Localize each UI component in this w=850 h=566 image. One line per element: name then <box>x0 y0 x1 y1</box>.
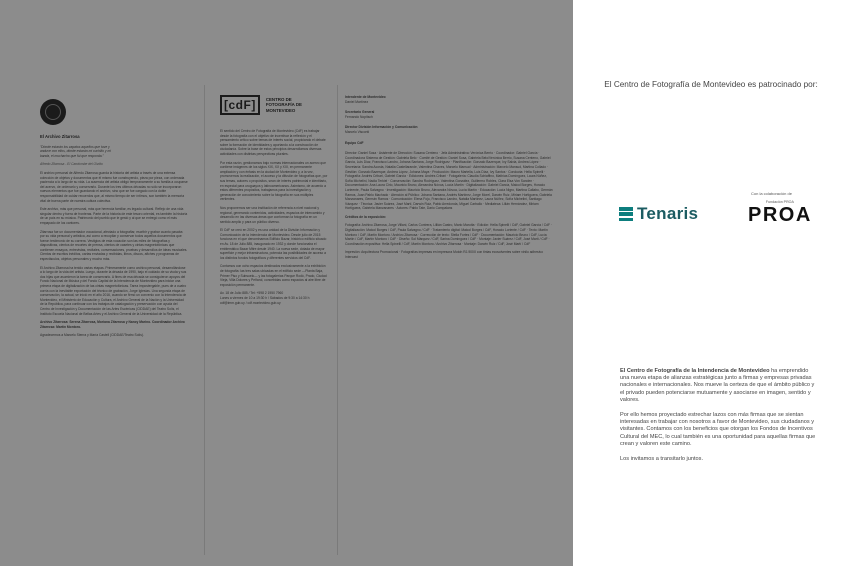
acknowledgement: Agradecemos a Marcelo Sienra y María Castell (CIDDAE/Teatro Solís). <box>40 333 144 338</box>
cdf-logo-box: [cdF] <box>220 95 260 115</box>
column-archivo <box>40 95 188 342</box>
staff-block <box>345 95 555 104</box>
right-panel <box>573 0 850 566</box>
role: Secretario General <box>345 110 375 115</box>
proa-wordmark: PROA <box>748 204 812 226</box>
archivo-seal-icon <box>40 99 66 125</box>
tenaris-icon <box>619 207 633 221</box>
staff-block <box>345 110 555 119</box>
quote-source: Alfredo Zitarrosa - El Candombe del Olvido <box>40 162 103 167</box>
credits: Archivo Zitarrosa: Serena Zitarrosa, Moriana Zitarrosa y Nancy Marino. Coordinador Archivo Zitarrosa: Martín Montoro. <box>40 320 185 329</box>
collaboration-label: Con la colaboración de <box>751 191 792 196</box>
person: Marcelo Visconti <box>345 129 370 134</box>
archivo-heading: El Archivo Zitarrosa <box>40 134 80 139</box>
paragraph: Por esta razón, gestionamos bajo normas internacionales un acervo que contiene imágenes de los siglos XIX, XX y XXI, en permanente ampliación y con énfasis en la ciudad de Montevideo y, a la vez, promovemos la realización, el acceso y la difusión de fotografías que, por sus temas, autores o propósitos, sean de interés patrimonial e identitario, en especial para uruguayos y latinoamericanos. Asimismo, de acuerdo a estos diferentes propósitos, trabajamos para la investigación y generación de conocimiento sobre la fotografía en sus múltiples vertientes. <box>220 160 328 202</box>
paragraph: El archivo personal de Alfredo Zitarrosa guarda la historia del artista a través de una extensa colección de objetos y documentos que él mismo fue construyendo, pieza por pieza, con ordenada paciencia a lo largo de su vida. La ausencia del artista obligó tempranamente a su familia a ocuparse del acervo, de ordenarlo y conservarlo. Durante los tres últimos décadas no sólo se incorporaron nuevos elementos que fue guardando el archivo, sino que se fue cargado con la doble responsabilidad de cuidar recuerdos que, al mismo tiempo de ser íntimos, son también la memoria vital de buena parte de nuestra cultura colectiva. <box>40 170 188 203</box>
print-info: Impresión: Arquitectura Promocional · Fotografías impresas en impresora Mutoh RJ-900X con tintas ecosolventes sobre vinilo adhesivo Intercast <box>345 250 543 260</box>
contact: cdf@imm.gub.uy / cdf.montevideo.gub.uy <box>220 300 281 305</box>
proa-foundation: Fundación PROA <box>765 200 794 204</box>
paragraph: Los invitamos a transitarlo juntos. <box>620 456 704 463</box>
quote: "Dónde estarán los zapatos aquellos que tuve y anduve con ellos, dónde estarán mi cuchillo y mi banda, el muchacho que fui que responda." <box>40 144 111 158</box>
paragraph: Nos proponemos ser una institución de referencia a nivel nacional y regional, generando contenidos, actividades, espacios de intercambio y desarrollo en las diversas áreas que conforman la fotografía en un sentido amplio y para un público diverso. <box>220 205 325 224</box>
contact: Av. 18 de Julio 885 / Tel: +598 2 1950 7960 <box>220 291 284 296</box>
cdf-logo <box>220 95 328 115</box>
paragraph: El CdF se creó en 2002 y es una unidad de la División Información y Comunicación de la Intendencia de Montevideo. Desde julio de 2015 funciona en el que denominamos Edificio Bazar, histórico edificio situado en Av. 18 de Julio 885, inaugurado en 1932 y donde funcionaba el emblemático Bazar Mitre desde 1940. La nueva sede, dotada de mayor superficie y mejor infraestructura, potencia las posibilidades de acceso a los distintos fondos fotográficos y diferentes servicios del CdF. <box>220 228 327 260</box>
person: Daniel Martínez <box>345 99 369 104</box>
role: Equipo CdF <box>345 140 364 145</box>
cdf-name: El Centro de Fotografía de la Intendencia de Montevideo <box>620 368 770 374</box>
team-list: Director: Daniel Sosa · Asistente de Dirección: Susana Centeno · Jefa Administrativa: Verónica Berrio · Coordinador: Gabriel García · Coordinadora Sistema de Gestión: Gabriela Belo · Comité de Gestión: Daniel Sosa, Gabriela Belo/Verónica Berrio, Susana Centeno, Gabriel García, Luis Díaz, Francisco Landro, Johana Santana, Jorge Rodríguez · Planificación: Gonzalo Bazerque, Ivy Salvia, Andrea López · Secretaría: Sandra Acosta, Natalia Castellarande, Valentina Chaves, Marcelo Mansud · Administración: Marcelo Mansud, Martina Collado · Gestión: Gonzalo Bazerque, Andrea López, Johana Maya · Producción: Mauro Martella, Luis Díaz, Ivy Santos · Conducta: Hella Spinelli · Fotografía: Andrés Cribari, Gabriel García · Ediciones: Andrés Cribari · Fotogalería: Claudia Schiaffino, Mathías Domínguez, Laura Núñez, Sofía Michelini, Nadia Terkiel · Conservación: Sandra Rodríguez, Valentina González, Guillermo Robles, Clara Elsa Von Sanden · Documentación: Ana Laura Cirio, Mauricio Bruno, Alexandra Nóvoa, Lucía Martín · Digitalización: Gabriel García, Maicol Borges, Horacio Lorieente, Paula Salvagno · Investigación: Mauricio Bruno, Alexandra Nóvoa, Lucía Martín · Educación: Lucía Nigro, Martina Callabo, Germán Ramos, Juan Pablo Machado · Atención al Público: Johana Santana, Andrés Martínez, Jorge Morel, Darwin Ruiz, Miriam Hortiguera, Gabriela Manzanares, Germán Ramos · Comunicación: Elena Fojo, Francisco Landro, Natalia Martínez, Laura Núñez, Sofía Michelini, Santiago Vázquez · Técnica: Javier Suárez, José Martí, Darwin Ruiz, Pablo Arredonda, Miguel Carballo · Mediateca: Lilián Hernández, Miriam Hortiguera, Gabriela Manzanares · Actores: Pablo Tate, Dario Campalans <box>345 151 553 211</box>
tenaris-wordmark: Tenaris <box>637 204 699 223</box>
credits-list: Fotografía: Archivo Zitarrosa, Jorge Villani, Carlos Contrera, Lillián Castro, Mario Marotta · Edición: Hella Spinelli / CdF, Gabriel García / CdF · Digitalización: Maicol Borges / CdF, Paula Salvagno / CdF · Tratamiento digital: Maicol Borges / CdF, Horacio Loriente / CdF · Texto: Martín Montoro / CdF, Martín Montoro / Archivo Zitarrosa · Corrección de texto: Stella Fortes / CdF · Documentación: Mauricio Bruno / CdF, Lucía Martín / CdF, Martín Montoro / CdF · Diseño: Sol Márquez / CdF, Sarina Dominguez / CdF · Montaje: Javier Suárez / CdF, José Martí / CdF · Coordinación expositiva: Hella Spinelli / CdF, Martín Montoro / Archivo Zitarrosa · Montaje: Darwin Ruiz / CdF, José Martí / CdF <box>345 223 552 246</box>
role: Director División Información y Comunicación <box>345 125 418 130</box>
column-team <box>345 95 555 264</box>
paragraph: Contamos con ocho espacios destinados exclusivamente a la exhibición de fotografía: las tres salas ubicadas en el edificio sede —Planta Baja, Primer Piso y Subsuelo— y las fotogalerías Parque Rodó, Prado, Ciudad Vieja, Villa Dolores y Peñarol, concebidas como espacios al aire libre de exposición permanente. <box>220 264 327 287</box>
sponsor-text <box>620 368 818 471</box>
paragraph: El Archivo Zitarrosa ha tenido varias etapas. Primeramente como archivo personal, desarrollándose a lo largo de la vida del artista. Luego, durante la década de 1990, bajo el cuidado de su viuda y sus dos hijas que asumieron la tarea de conservarlo. A fines de esa década se consiguieron apoyos del Fondo Nacional de Música y del Fondo Capital de la Intendencia de Montevideo para iniciar una primera etapa de digitalización de las cintas magnetofónicas. Tarea impostergable, pues de a cuatro corría con la inevitable exportación del técnico de grabación, Jorge Iglesias. Una segunda etapa de conservación, la actual, se inició en el año 2016, cuando se firmó un convenio con la Intendencia de Montevideo, el Ministerio de Educación y Cultura, el Archivo General de la Nación y la Universidad de la República, para continuar con los trabajos de catalogación y preservación con ayuda del Centro de Investigación y Documentación de las Artes Escénicas (CIDDAE) del Teatro Solís, el Instituto Escuela Nacional de Bellas Artes y el Archivo General de la Universidad de la República. <box>40 265 187 316</box>
paragraph-text: ha emprendido una nueva etapa de alianzas estratégicas junto a firmas y empresas privadas nacionales e internacionales. Nos mueve la certeza de que el ámbito público y el privado pueden potenciarse mutuamente y asociarse en imagen, sentido y valores. <box>620 368 815 403</box>
staff-block <box>345 141 555 146</box>
sponsor-title: El Centro de Fotografía de Montevideo es patrocinado por: <box>604 80 818 89</box>
paragraph: Por ello hemos proyectado estrechar lazos con más firmas que se sientan interesadas en trabajar con nosotros a favor de Montevideo, sus ciudadanos y visitantes. Contamos con los beneficios que otorgan los Fondos de Incentivos Cultural del MEC, lo cual también es una oportunidad para aquellas firmas que crean y valoren este camino. <box>620 412 816 447</box>
divider <box>337 85 338 555</box>
paragraph: El sentido del Centro de Fotografía de Montevideo (CdF) es trabajar desde la fotografía con el objetivo de incentivar la reflexión y el pensamiento crítico sobre temas de interés social, propiciando el debate sobre la formación de identidades y aportando a la construcción de ciudadanía. Sobre la base de estos principios desarrollamos diversas actividades con distintas perspectivas plurales. <box>220 129 326 156</box>
contact: Lunes a viernes de 10 a 19:30 h / Sábados de 9:30 a 14:30 h <box>220 296 310 300</box>
proa-logo <box>748 200 812 226</box>
column-cdf <box>220 95 328 309</box>
role: Intendente de Montevideo <box>345 95 386 99</box>
paragraph: Este archivo, más que personal, más que herencia familiar, es legado cultural. Reflejo de una vida singular dentro y fuera de fronteras. Parte de la historia de este tesoro oriental, es también la historia de un país en su música. Patrimonio del pueblo que le gestó y al que se entregó como el más empapado de los cantores. <box>40 207 188 225</box>
cdf-logo-text: CENTRO DE FOTOGRAFÍA DE MONTEVIDEO <box>265 97 302 113</box>
credits-heading: Créditos de la exposición: <box>345 214 387 219</box>
paragraph <box>620 368 818 404</box>
tenaris-logo <box>619 204 698 224</box>
person: Fernando Nopitsch <box>345 114 373 119</box>
paragraph: Zitarrosa fue un documentador vocacional, afectado a fotografiar, escribir y grabar cuanto pasaba por su vida personal y artística, así como a recopilar y conservar todos aquellos documentos que fueron testimonio de su carrera. Vestigios de esta vocación son las miles de fotografías y diapositivas, cientos de recortes de prensa, cientos de casetes y cintas magnetofónicas que contienen ensayos, entrevistas, recitales, conversaciones, pruebas y desarrollos de ideas musicales. Cientos de escritos inéditos, cartas enviadas y recibidas, libros, discos, afiches y programas de espectáculos, objetos personales y mucho más. <box>40 229 188 262</box>
staff-block <box>345 125 555 134</box>
divider <box>204 85 205 555</box>
